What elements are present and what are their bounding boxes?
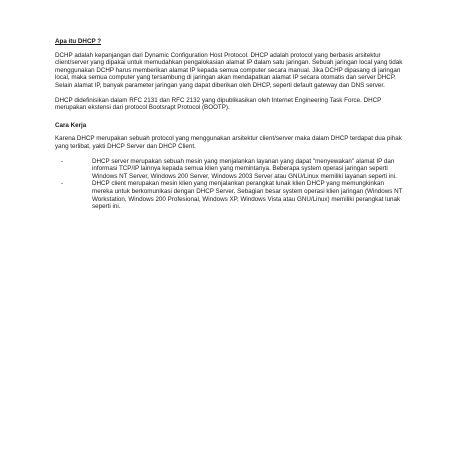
- list-item: [55, 180, 403, 210]
- paragraph-dhcp-rfc: DHCP didefinisikan dalam RFC 2131 dan RFC 2132 yang dipublikasikan oleh Internet Engineering Task Force. DHCP merupakan ekstensi dari protocol Bootsrapt Protocol (BOOTP).: [55, 96, 382, 112]
- list-item: [55, 158, 403, 181]
- section-heading-how-it-works: Cara Kerja: [55, 121, 87, 129]
- paragraph-how-it-works-intro: Karena DHCP merupakan sebuah protocol yang menggunakan arsitektur client/server maka dalam DHCP terdapat dua pihak yang terlibat, yakti DHCP Server dan DHCP Client.: [55, 135, 402, 150]
- document-page: [55, 38, 403, 211]
- bullet-dash: -: [61, 180, 64, 188]
- section-heading-what-is-dhcp: Apa itu DHCP ?: [55, 38, 102, 45]
- paragraph-dhcp-definition: DCHP adalah kepanjangan dari Dynamic Configuration Host Protocol. DHCP adalah protocol yang berbasis arsitektur client/server yang dipakai untuk memudahkan pengalokasian alamat IP dalam satu jaringan. Sebuah jaringan local yang tidak menggunakan DCHP harus memberikan alamat IP kepada semua computer secara manual. Jika DCHP dipasang di jaringan local, maka semua computer yang tersambung di jaringan akan mendapatkan alamat IP secara otomatis dan server DHCP. Selain alamat IP, banyak parameter jaringan yang dapat diberikan oleh DHCP, seperti default gateway dan DNS server.: [55, 51, 403, 89]
- bullet-dash: -: [61, 157, 64, 165]
- dhcp-roles-list: [55, 158, 403, 211]
- list-item-text: DHCP server merupakan sebuah mesin yang menjalankan layanan yang dapat "menyewakan" alamat IP dan informasi TCP/IP lainnya kepada semua klien yang memintanya. Beberapa system operasi jaringan seperti Windows NT Server, Windows 200 Server, Windows 2003 Server atau GNU/Linux memiliki layanan seperti ini.: [92, 157, 397, 180]
- list-item-text: DHCP client merupakan mesin klien yang menjalankan perangkat lunak klien DHCP yang memungkinkan mereka untuk berkomunikasi dengan DHCP Server. Sebagian besar system operasi klien jaringan (Windows NT Workstation, Windows 200 Profesional, Windows XP, Windows Vista atau GNU/Linux) memiliki perangkat lunak seperti ini.: [92, 180, 403, 211]
